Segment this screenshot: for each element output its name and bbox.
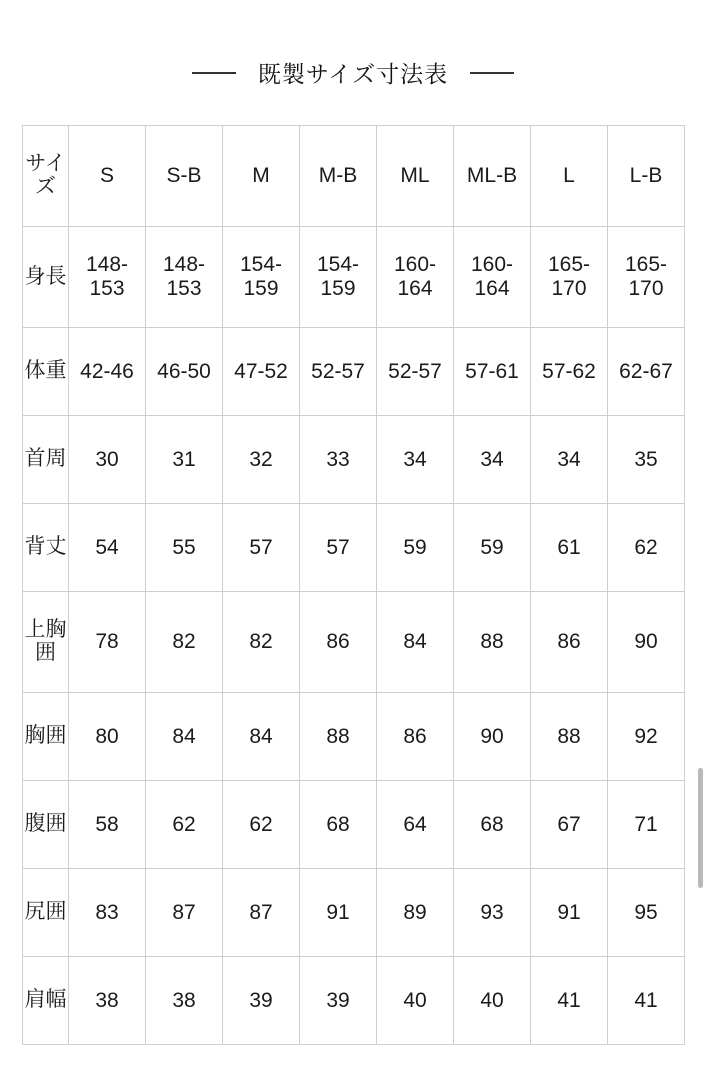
table-cell: 54 [69, 504, 146, 592]
table-row [23, 504, 685, 592]
page-title-text: 既製サイズ寸法表 [257, 61, 449, 87]
table-cell: 59 [454, 504, 531, 592]
table-cell: 34 [454, 416, 531, 504]
table-cell: 87 [223, 869, 300, 957]
table-cell: 32 [223, 416, 300, 504]
table-cell: 59 [377, 504, 454, 592]
table-cell: 84 [223, 693, 300, 781]
title-rule-left-icon [192, 72, 236, 74]
table-cell: 40 [454, 957, 531, 1045]
table-cell: 148- 153 [69, 227, 146, 328]
table-cell: 33 [300, 416, 377, 504]
table-cell: 80 [69, 693, 146, 781]
table-cell: 62 [146, 781, 223, 869]
table-row-label: 腹囲 [23, 781, 69, 869]
table-cell: 82 [223, 592, 300, 693]
table-cell: 91 [300, 869, 377, 957]
table-cell: 87 [146, 869, 223, 957]
table-row [23, 592, 685, 693]
size-table [22, 125, 685, 1045]
table-cell: 41 [608, 957, 685, 1045]
table-cell: 165- 170 [531, 227, 608, 328]
table-row-label: 体重 [23, 328, 69, 416]
table-cell: 42-46 [69, 328, 146, 416]
table-cell: 39 [223, 957, 300, 1045]
table-cell: 34 [377, 416, 454, 504]
table-cell: 62-67 [608, 328, 685, 416]
table-cell: 148- 153 [146, 227, 223, 328]
table-cell: 34 [531, 416, 608, 504]
table-cell: 90 [454, 693, 531, 781]
table-cell: 64 [377, 781, 454, 869]
table-column-header: M [223, 126, 300, 227]
table-row-label: 上胸囲 [23, 592, 69, 693]
table-cell: 89 [377, 869, 454, 957]
table-cell: 39 [300, 957, 377, 1045]
table-column-header: ML [377, 126, 454, 227]
table-cell: 88 [454, 592, 531, 693]
table-cell: 62 [608, 504, 685, 592]
table-cell: 93 [454, 869, 531, 957]
table-cell: 57 [300, 504, 377, 592]
table-cell: 84 [377, 592, 454, 693]
table-row-label: 肩幅 [23, 957, 69, 1045]
table-cell: 35 [608, 416, 685, 504]
table-row-label: 身長 [23, 227, 69, 328]
table-cell: 62 [223, 781, 300, 869]
table-cell: 47-52 [223, 328, 300, 416]
table-column-header: L [531, 126, 608, 227]
table-column-header: M-B [300, 126, 377, 227]
table-cell: 57 [223, 504, 300, 592]
table-row [23, 227, 685, 328]
table-cell: 31 [146, 416, 223, 504]
table-cell: 41 [531, 957, 608, 1045]
table-cell: 160- 164 [377, 227, 454, 328]
table-row [23, 416, 685, 504]
table-cell: 78 [69, 592, 146, 693]
table-column-header: L-B [608, 126, 685, 227]
table-row-label: 胸囲 [23, 693, 69, 781]
table-cell: 86 [531, 592, 608, 693]
table-cell: 83 [69, 869, 146, 957]
table-cell: 52-57 [377, 328, 454, 416]
table-row [23, 328, 685, 416]
table-row [23, 957, 685, 1045]
title-rule-right-icon [470, 72, 514, 74]
table-cell: 154- 159 [300, 227, 377, 328]
table-cell: 68 [300, 781, 377, 869]
table-cell: 68 [454, 781, 531, 869]
table-cell: 55 [146, 504, 223, 592]
table-cell: 92 [608, 693, 685, 781]
table-cell: 82 [146, 592, 223, 693]
table-cell: 95 [608, 869, 685, 957]
size-table-container [0, 125, 706, 1045]
table-row-label: 首周 [23, 416, 69, 504]
table-header-row [23, 126, 685, 227]
table-cell: 88 [531, 693, 608, 781]
table-cell: 46-50 [146, 328, 223, 416]
table-cell: 61 [531, 504, 608, 592]
table-cell: 154- 159 [223, 227, 300, 328]
table-row [23, 781, 685, 869]
scrollbar-thumb[interactable] [698, 768, 703, 888]
table-cell: 57-62 [531, 328, 608, 416]
table-cell: 38 [146, 957, 223, 1045]
table-row [23, 693, 685, 781]
table-column-header: S [69, 126, 146, 227]
table-cell: 86 [377, 693, 454, 781]
table-cell: 67 [531, 781, 608, 869]
table-cell: 91 [531, 869, 608, 957]
table-cell: 52-57 [300, 328, 377, 416]
table-corner-label: サイズ [23, 126, 69, 227]
table-cell: 86 [300, 592, 377, 693]
table-cell: 165- 170 [608, 227, 685, 328]
page-title [0, 0, 706, 99]
table-row [23, 869, 685, 957]
table-cell: 71 [608, 781, 685, 869]
table-column-header: ML-B [454, 126, 531, 227]
table-cell: 88 [300, 693, 377, 781]
table-row-label: 背丈 [23, 504, 69, 592]
table-body [23, 227, 685, 1045]
table-cell: 84 [146, 693, 223, 781]
table-cell: 90 [608, 592, 685, 693]
table-cell: 38 [69, 957, 146, 1045]
table-cell: 40 [377, 957, 454, 1045]
table-row-label: 尻囲 [23, 869, 69, 957]
table-cell: 160- 164 [454, 227, 531, 328]
table-column-header: S-B [146, 126, 223, 227]
table-cell: 58 [69, 781, 146, 869]
table-cell: 30 [69, 416, 146, 504]
table-cell: 57-61 [454, 328, 531, 416]
